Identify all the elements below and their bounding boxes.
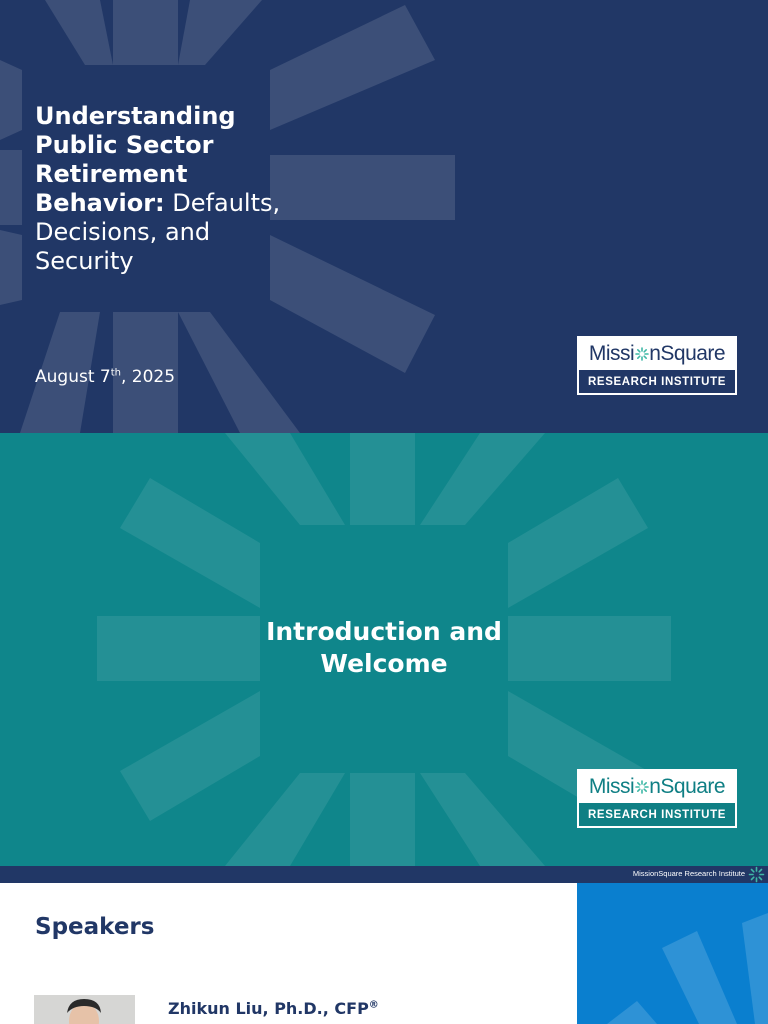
decorative-blue-panel: [577, 883, 768, 1024]
sunburst-o-icon: [635, 780, 649, 794]
logo-subtitle: RESEARCH INSTITUTE: [579, 803, 735, 826]
logo-wordmark: [579, 771, 735, 803]
speaker-name-text: Zhikun Liu, Ph.D., CFP: [168, 999, 369, 1018]
title-regular-part: Defaults, Decisions, and Security: [35, 189, 281, 275]
logo-name-part2: nSquare: [649, 775, 726, 798]
section-title: Introduction and Welcome: [266, 617, 502, 678]
slide-header-bar: [0, 866, 768, 883]
speakers-slide: [0, 866, 768, 1024]
date-year: , 2025: [120, 367, 176, 387]
missionsquare-logo: [577, 336, 737, 395]
title-bold-part: Understanding Public Sector Retirement Behavior:: [35, 102, 236, 217]
logo-name-part2: nSquare: [649, 342, 726, 365]
header-org-name: MissionSquare Research Institute: [632, 869, 745, 878]
sunburst-o-icon: [635, 347, 649, 361]
title-slide: [0, 0, 768, 433]
presentation-date: [35, 365, 175, 389]
speaker-portrait-image: [34, 995, 135, 1024]
burst-graphic-blue: [577, 883, 768, 1024]
date-month-day: August 7: [35, 367, 111, 387]
logo-name-part1: Missi: [588, 342, 635, 365]
logo-subtitle: RESEARCH INSTITUTE: [579, 370, 735, 393]
registered-mark: ®: [368, 999, 379, 1011]
logo-wordmark: [579, 338, 735, 370]
speakers-heading: Speakers: [35, 914, 155, 940]
date-ordinal-suffix: th: [110, 367, 121, 379]
sunburst-icon: [748, 866, 765, 883]
logo-name-part1: Missi: [588, 775, 635, 798]
presentation-title: [35, 102, 285, 276]
missionsquare-logo-teal: [577, 769, 737, 828]
speaker-name: [168, 999, 379, 1018]
speaker-photo: [34, 995, 135, 1024]
